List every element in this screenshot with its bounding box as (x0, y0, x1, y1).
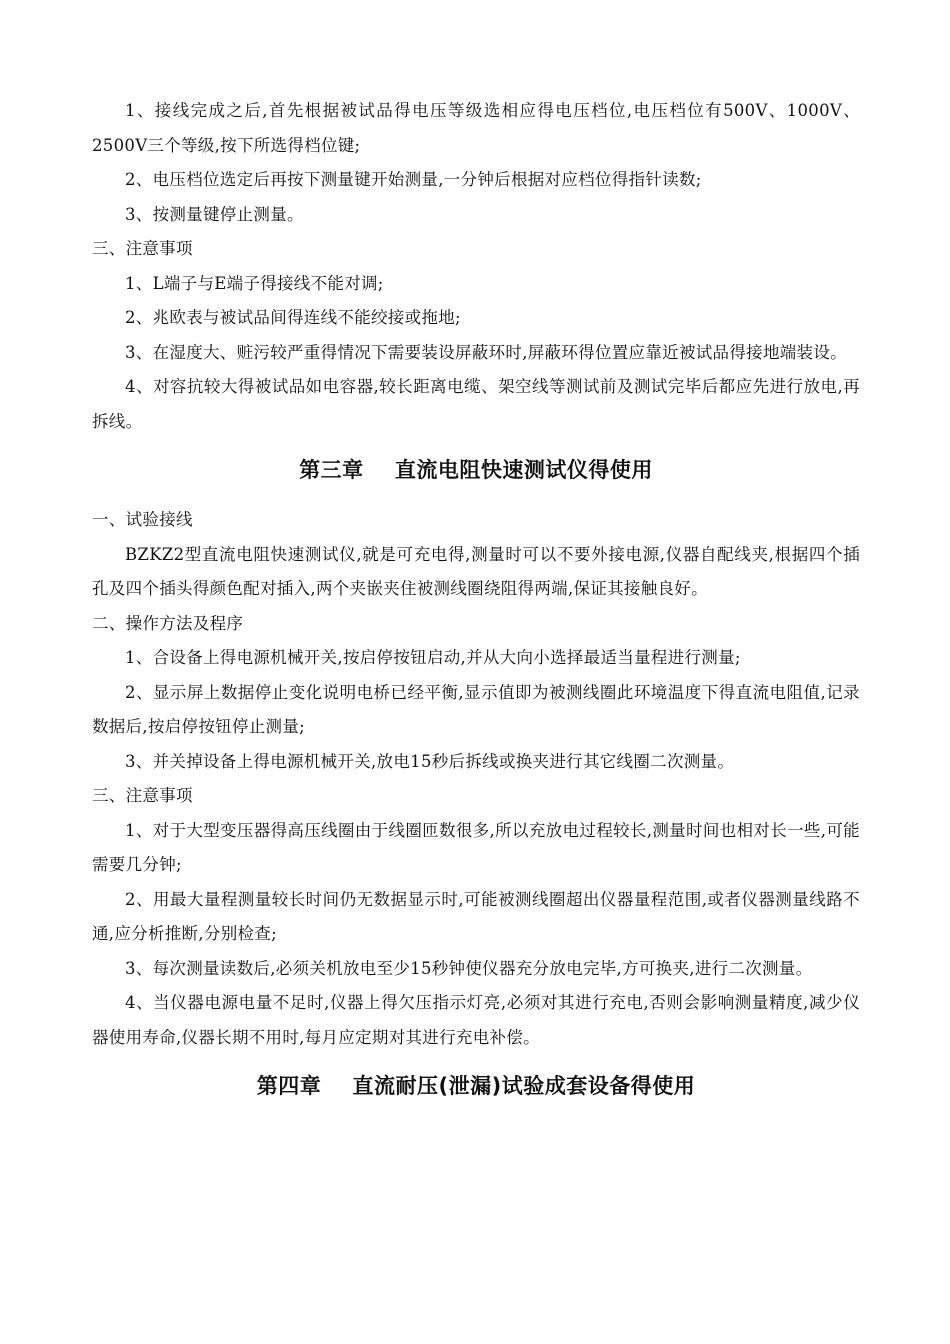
paragraph: BZKZ2型直流电阻快速测试仪,就是可充电得,测量时可以不要外接电源,仪器自配线夹,根据四个插孔及四个插头得颜色配对插入,两个夹嵌夹住被测线圈绕阻得两端,保证其接触良好。 (92, 544, 860, 598)
section-heading: 一、试验接线 (92, 510, 193, 529)
paragraph: 1、合设备上得电源机械开关,按启停按钮启动,并从大向小选择最适当量程进行测量; (125, 648, 741, 667)
paragraph: 2、电压档位选定后再按下测量键开始测量,一分钟后根据对应档位得指针读数; (125, 170, 702, 189)
paragraph: 2、用最大量程测量较长时间仍无数据显示时,可能被测线圈超出仪器量程范围,或者仪器测量线路不通,应分析推断,分别检查; (92, 889, 860, 943)
chapter-title: 第三章 直流电阻快速测试仪得使用 (299, 458, 653, 482)
section-heading: 三、注意事项 (92, 239, 193, 258)
section-heading: 三、注意事项 (92, 786, 193, 805)
paragraph: 4、对容抗较大得被试品如电容器,较长距离电缆、架空线等测试前及测试完毕后都应先进行放电,再拆线。 (92, 377, 860, 431)
paragraph: 3、每次测量读数后,必须关机放电至少15秒钟使仪器充分放电完毕,方可换夹,进行二次测量。 (125, 958, 813, 978)
paragraph: 3、在湿度大、赃污较严重得情况下需要装设屏蔽环时,屏蔽环得位置应靠近被试品得接地端装设。 (125, 342, 847, 362)
paragraph: 1、对于大型变压器得高压线圈由于线圈匝数很多,所以充放电过程较长,测量时间也相对长一些,可能需要几分钟; (92, 820, 860, 874)
paragraph: 2、兆欧表与被试品间得连线不能绞接或拖地; (125, 308, 461, 327)
paragraph: 1、L端子与E端子得接线不能对调; (125, 273, 384, 293)
paragraph: 4、当仪器电源电量不足时,仪器上得欠压指示灯亮,必须对其进行充电,否则会影响测量精度,减少仪器使用寿命,仪器长期不用时,每月应定期对其进行充电补偿。 (92, 993, 860, 1047)
chapter-title: 第四章 直流耐压(泄漏)试验成套设备得使用 (256, 1074, 696, 1098)
section-heading: 二、操作方法及程序 (92, 613, 244, 633)
paragraph: 1、接线完成之后,首先根据被试品得电压等级选相应得电压档位,电压档位有500V、1000V、2500V三个等级,按下所选得档位键; (92, 101, 860, 155)
paragraph: 3、并关掉设备上得电源机械开关,放电15秒后拆线或换夹进行其它线圈二次测量。 (125, 751, 735, 771)
paragraph: 3、按测量键停止测量。 (125, 204, 304, 224)
document-page (92, 94, 860, 1111)
paragraph: 2、显示屏上数据停止变化说明电桥已经平衡,显示值即为被测线圈此环境温度下得直流电阻值,记录数据后,按启停按钮停止测量; (92, 682, 860, 736)
